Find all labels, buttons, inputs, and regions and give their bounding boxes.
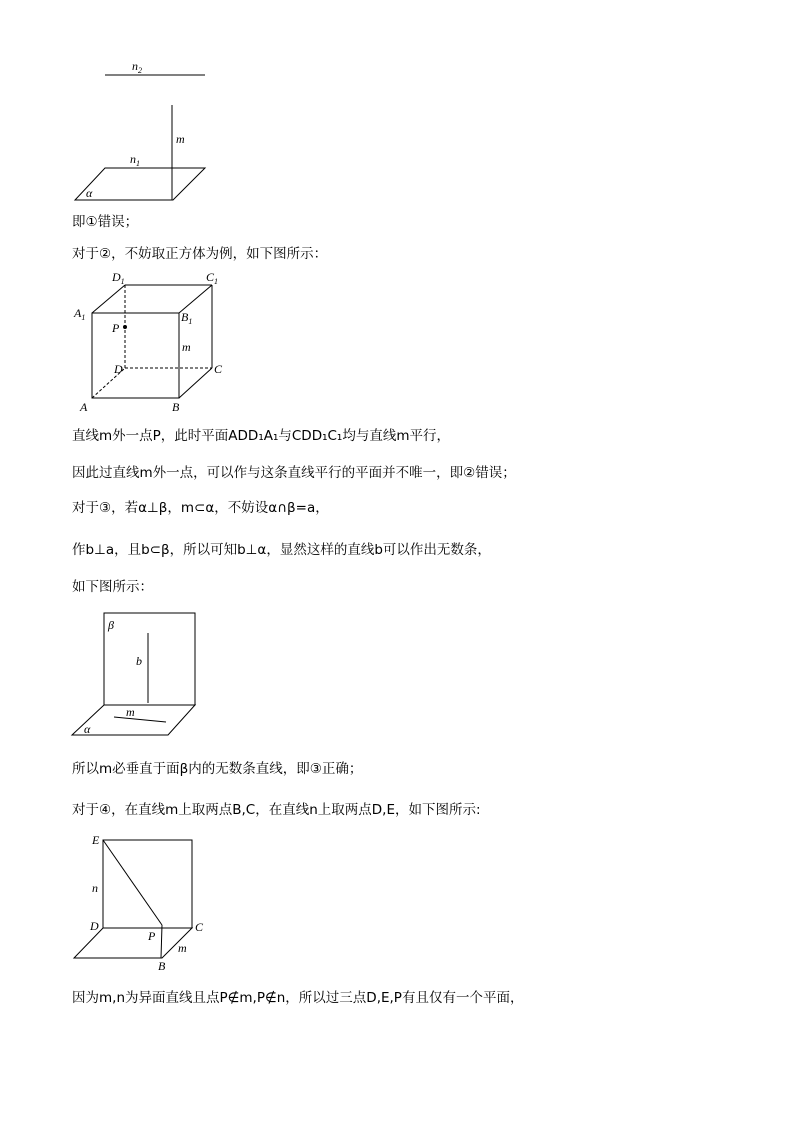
- label-n2: $n_2$: [132, 59, 142, 75]
- label-P: P: [112, 321, 120, 335]
- label-D: D: [114, 362, 123, 376]
- label-b: b: [136, 654, 142, 668]
- label-C1: $C_1$: [206, 270, 219, 286]
- text-line-9: 对于④，在直线m上取两点B,C，在直线n上取两点D,E，如下图所示:: [72, 802, 481, 818]
- text-line-1: 即①错误；: [72, 214, 139, 230]
- label-D: D: [90, 919, 99, 933]
- label-alpha: α: [84, 722, 91, 736]
- label-A1: $A_1$: [74, 306, 86, 322]
- label-B: B: [172, 400, 180, 414]
- label-m: m: [182, 340, 191, 354]
- text-line-4: 因此过直线m外一点，可以作与这条直线平行的平面并不唯一，即②错误；: [72, 465, 516, 481]
- label-C: C: [195, 920, 204, 934]
- text-line-2: 对于②，不妨取正方体为例，如下图所示：: [72, 246, 328, 262]
- text-line-10: 因为m,n为异面直线且点P∉m,P∉n，所以过三点D,E,P有且仅有一个平面，: [72, 990, 524, 1006]
- label-P: P: [148, 929, 156, 943]
- label-n: n: [92, 881, 98, 895]
- text-line-5: 对于③，若α⊥β，m⊂α，不妨设α∩β=a，: [72, 500, 329, 516]
- label-B: B: [158, 959, 166, 973]
- label-B1: $B_1$: [181, 310, 193, 326]
- label-alpha: α: [86, 186, 93, 200]
- text-line-7: 如下图所示：: [72, 579, 153, 595]
- figure-skew-lines: [70, 828, 215, 976]
- figure-cube: [70, 265, 240, 420]
- label-m: m: [176, 132, 185, 146]
- label-C: C: [214, 362, 223, 376]
- label-beta: β: [108, 618, 114, 632]
- label-D1: $D_1$: [112, 270, 125, 286]
- label-n1: $n_1$: [130, 152, 140, 168]
- text-line-3: 直线m外一点P，此时平面ADD₁A₁与CDD₁C₁均与直线m平行，: [72, 428, 450, 444]
- label-m: m: [126, 705, 135, 719]
- text-line-6: 作b⊥a，且b⊂β，所以可知b⊥α，显然这样的直线b可以作出无数条，: [72, 542, 491, 558]
- figure-perpendicular-planes: [70, 605, 210, 740]
- text-line-8: 所以m必垂直于面β内的无数条直线，即③正确；: [72, 761, 363, 777]
- label-A: A: [80, 400, 88, 414]
- label-E: E: [92, 833, 100, 847]
- label-m: m: [178, 941, 187, 955]
- figure-plane-normals: [60, 55, 230, 205]
